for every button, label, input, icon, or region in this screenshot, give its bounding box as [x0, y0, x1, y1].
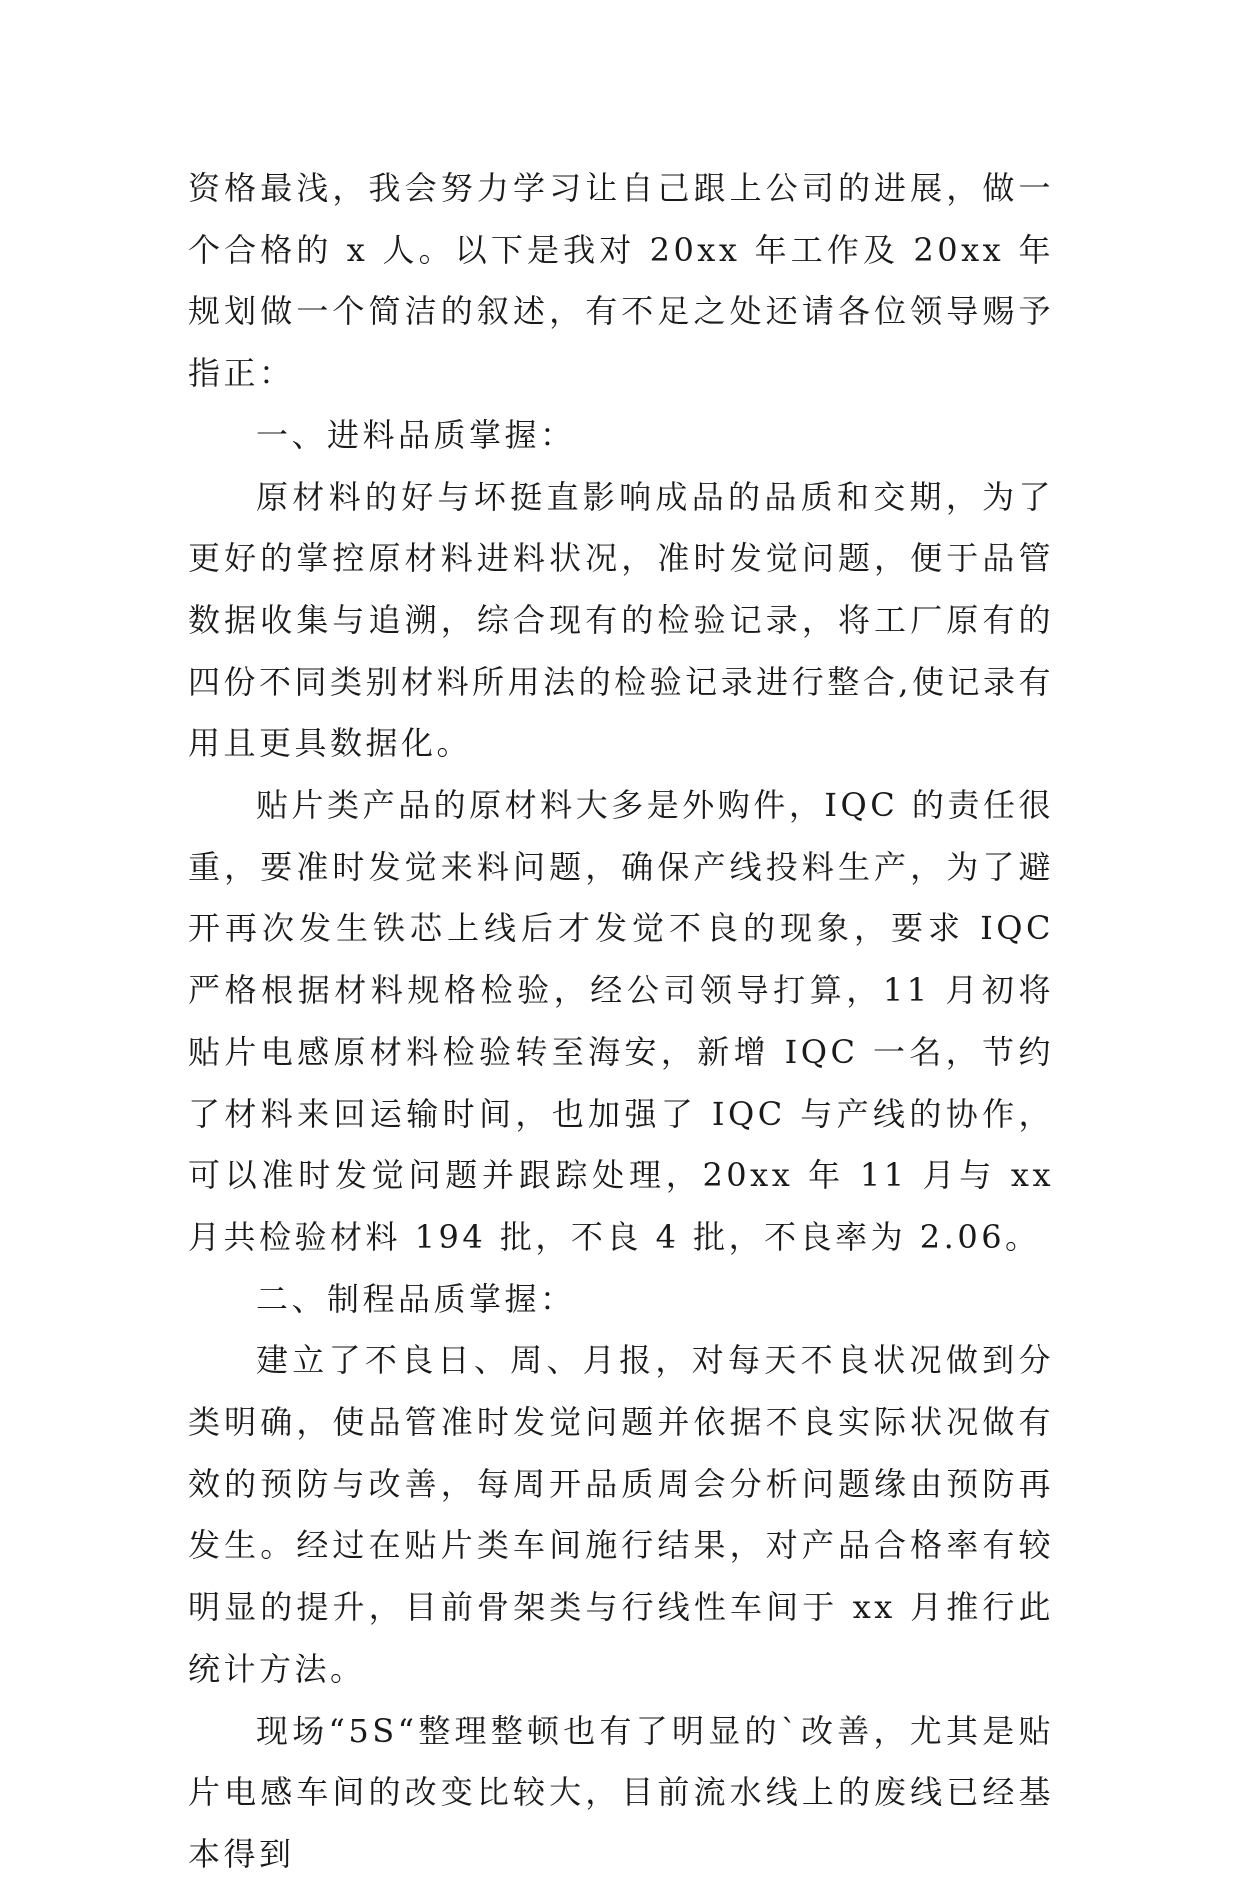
paragraph-smd-materials: 贴片类产品的原材料大多是外购件，IQC 的责任很重，要准时发觉来料问题，确保产线投料生产，为了避开再次发生铁芯上线后才发觉不良的现象，要求 IQC 严格根据材料规格检验，经公司领导打算，11 月初将贴片电感原材料检验转至海安，新增 IQC 一名，节约了材料来回运输时间，也加强了 IQC 与产线的协作，可以准时发觉问题并跟踪处理，20xx 年 11 月与 xx 月共检验材料 194 批，不良 4 批，不良率为 2.06。	[188, 786, 1054, 1256]
paragraph-5s: 现场“5S“整理整顿也有了明显的`改善，尤其是贴片电感车间的改变比较大，目前流水线上的废线已经基本得到	[188, 1711, 1054, 1873]
paragraph-intro: 资格最浅，我会努力学习让自己跟上公司的进展，做一个合格的 x 人。以下是我对 20xx 年工作及 20xx 年规划做一个简洁的叙述，有不足之处还请各位领导赐予指正：	[188, 169, 1054, 393]
document-body	[188, 158, 1054, 1886]
paragraph-defect-reports: 建立了不良日、周、月报，对每天不良状况做到分类明确，使品管准时发觉问题并依据不良实际状况做有效的预防与改善，每周开品质周会分析问题缘由预防再发生。经过在贴片类车间施行结果，对产品合格率有较明显的提升，目前骨架类与行线性车间于 xx 月推行此统计方法。	[188, 1341, 1054, 1688]
paragraph-raw-materials: 原材料的好与坏挺直影响成品的品质和交期，为了更好的掌控原材料进料状况，准时发觉问题，便于品管数据收集与追溯，综合现有的检验记录，将工厂原有的四份不同类别材料所用法的检验记录进行整合,使记录有用且更具数据化。	[188, 477, 1054, 763]
section-heading-incoming-quality: 一、进料品质掌握：	[256, 415, 576, 454]
section-heading-process-quality: 二、制程品质掌握：	[256, 1279, 576, 1318]
